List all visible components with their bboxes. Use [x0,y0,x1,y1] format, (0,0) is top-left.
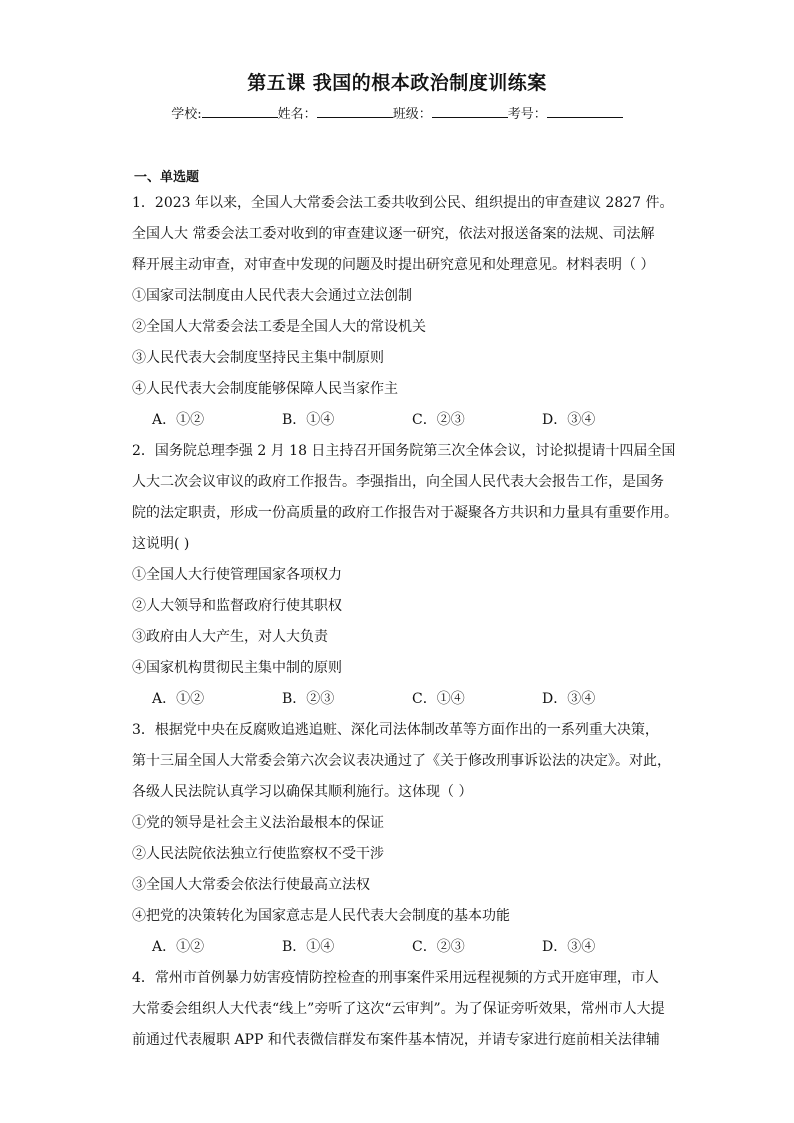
question-stem-line: 2．国务院总理李强 2 月 18 日主持召开国务院第三次全体会议，讨论拟提请十四届全国 [132,443,676,459]
answer-option[interactable]: A．①② [152,939,205,955]
statement-item: ④国家机构贯彻民主集中制的原则 [132,660,342,676]
exam-number-label: 考号： [507,107,547,122]
statement-item: ③人民代表大会制度坚持民主集中制原则 [132,350,384,366]
name-blank[interactable] [317,105,393,118]
statement-item: ②全国人大常委会法工委是全国人大的常设机关 [132,319,426,335]
answer-option[interactable]: C．①④ [412,691,465,707]
statement-item: ④人民代表大会制度能够保障人民当家作主 [132,381,398,397]
question-list [132,188,678,1056]
question-stem-line: 前通过代表履职 APP 和代表微信群发布案件基本情况，并请专家进行庭前相关法律辅 [132,1032,660,1048]
statement-item: ③政府由人大产生，对人大负责 [132,629,328,645]
answer-option[interactable]: D．③④ [542,691,596,707]
answer-option[interactable]: A．①② [152,691,205,707]
question-stem-line: 全国人大 常委会法工委对收到的审查建议逐一研究，依法对报送备案的法规、司法解 [132,226,655,242]
answer-option[interactable]: A．①② [152,412,205,428]
question-stem-line: 释开展主动审查，对审查中发现的问题及时提出研究意见和处理意见。材料表明（ ） [132,257,655,273]
answer-option[interactable]: D．③④ [542,412,596,428]
statement-item: ①国家司法制度由人民代表大会通过立法创制 [132,288,412,304]
exam-number-blank[interactable] [547,105,623,118]
answer-option[interactable]: D．③④ [542,939,596,955]
answer-options [132,932,672,963]
question-stem-line: 人大二次会议审议的政府工作报告。李强指出，向全国人民代表大会报告工作，是国务 [132,474,664,490]
student-info-line [0,103,794,122]
statement-item: ②人民法院依法独立行使监察权不受干涉 [132,846,384,862]
statement-item: ③全国人大常委会依法行使最高立法权 [132,877,370,893]
question-stem-line: 大常委会组织人大代表“线上”旁听了这次“云审判”。为了保证旁听效果，常州市人大提 [132,1001,665,1017]
question-stem-line: 4．常州市首例暴力妨害疫情防控检查的刑事案件采用远程视频的方式开庭审理，市人 [132,970,659,986]
section-heading: 一、单选题 [134,170,200,185]
answer-options [132,405,672,436]
question-stem-line: 3．根据党中央在反腐败追逃追赃、深化司法体制改革等方面作出的一系列重大决策， [132,722,659,738]
name-label: 姓名： [277,107,317,122]
answer-options [132,684,672,715]
question-2 [132,436,678,715]
answer-option[interactable]: B．②③ [282,691,335,707]
school-blank[interactable] [202,105,278,118]
statement-item: ①全国人大行使管理国家各项权力 [132,567,342,583]
question-4 [132,963,672,1056]
question-stem-line: 这说明( ) [132,536,190,552]
question-stem-line: 第十三届全国人大常委会第六次会议表决通过了《关于修改刑事诉讼法的决定》。对此， [132,753,671,769]
statement-item: ④把党的决策转化为国家意志是人民代表大会制度的基本功能 [132,908,510,924]
answer-option[interactable]: B．①④ [282,939,335,955]
question-3 [132,715,672,963]
statement-item: ②人大领导和监督政府行使其职权 [132,598,342,614]
class-blank[interactable] [432,105,508,118]
answer-option[interactable]: B．①④ [282,412,335,428]
class-label: 班级： [392,107,432,122]
page-title: 第五课 我国的根本政治制度训练案 [247,72,547,94]
statement-item: ①党的领导是社会主义法治最根本的保证 [132,815,384,831]
question-stem-line: 院的法定职责，形成一份高质量的政府工作报告对于凝聚各方共识和力量具有重要作用。 [132,505,678,521]
answer-option[interactable]: C．②③ [412,412,465,428]
question-1 [132,188,672,436]
question-stem-line: 1．2023 年以来，全国人大常委会法工委共收到公民、组织提出的审查建议 2827 件。 [132,195,674,211]
answer-option[interactable]: C．②③ [412,939,465,955]
question-stem-line: 各级人民法院认真学习以确保其顺利施行。这体现（ ） [132,784,473,800]
school-label: 学校: [171,107,202,122]
